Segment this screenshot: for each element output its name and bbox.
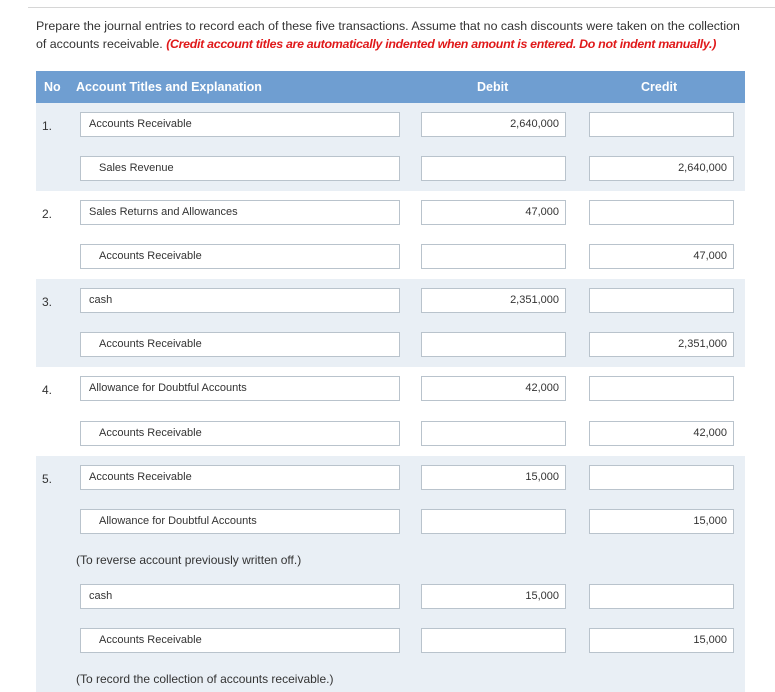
account-title-input[interactable]: Allowance for Doubtful Accounts <box>80 509 400 534</box>
credit-input[interactable] <box>589 584 734 609</box>
credit-input[interactable] <box>589 288 734 313</box>
credit-input[interactable] <box>589 112 734 137</box>
debit-input[interactable]: 42,000 <box>421 376 566 401</box>
debit-input[interactable]: 47,000 <box>421 200 566 225</box>
debit-input[interactable]: 2,640,000 <box>421 112 566 137</box>
instructions <box>36 17 775 53</box>
account-title-input[interactable]: Accounts Receivable <box>80 112 400 137</box>
credit-input[interactable] <box>589 465 734 490</box>
top-divider <box>28 7 775 8</box>
entry-explanation: (To record the collection of accounts receivable.) <box>76 672 334 686</box>
instructions-text-2: of accounts receivable. <box>36 37 167 51</box>
header-no: No <box>44 80 61 94</box>
account-title-input[interactable]: Sales Revenue <box>80 156 400 181</box>
debit-input[interactable] <box>421 628 566 653</box>
instructions-note: (Credit account titles are automatically indented when amount is entered. Do not indent manually.) <box>166 37 717 51</box>
entry-number: 2. <box>42 207 53 221</box>
journal-table <box>36 71 745 692</box>
entry-number: 5. <box>42 472 53 486</box>
entry-number: 1. <box>42 119 53 133</box>
account-title-input[interactable]: cash <box>80 288 400 313</box>
entry-number: 4. <box>42 383 53 397</box>
account-title-input[interactable]: Accounts Receivable <box>80 465 400 490</box>
table-header <box>36 71 745 103</box>
account-title-input[interactable]: Accounts Receivable <box>80 244 400 269</box>
transaction-5-band <box>36 456 745 692</box>
account-title-input[interactable]: Accounts Receivable <box>80 332 400 357</box>
debit-input[interactable]: 15,000 <box>421 584 566 609</box>
credit-input[interactable]: 47,000 <box>589 244 734 269</box>
account-title-input[interactable]: Accounts Receivable <box>80 421 400 446</box>
credit-input[interactable]: 42,000 <box>589 421 734 446</box>
account-title-input[interactable]: Sales Returns and Allowances <box>80 200 400 225</box>
account-title-input[interactable]: Allowance for Doubtful Accounts <box>80 376 400 401</box>
credit-input[interactable]: 2,640,000 <box>589 156 734 181</box>
header-debit: Debit <box>477 80 509 94</box>
debit-input[interactable] <box>421 332 566 357</box>
credit-input[interactable]: 15,000 <box>589 628 734 653</box>
header-account: Account Titles and Explanation <box>76 80 262 94</box>
entry-number: 3. <box>42 295 53 309</box>
credit-input[interactable]: 2,351,000 <box>589 332 734 357</box>
account-title-input[interactable]: cash <box>80 584 400 609</box>
debit-input[interactable] <box>421 509 566 534</box>
debit-input[interactable]: 15,000 <box>421 465 566 490</box>
debit-input[interactable] <box>421 421 566 446</box>
credit-input[interactable]: 15,000 <box>589 509 734 534</box>
account-title-input[interactable]: Accounts Receivable <box>80 628 400 653</box>
instructions-text: Prepare the journal entries to record each of these five transactions. Assume that no cash discounts were taken on the collection <box>36 19 740 33</box>
header-credit: Credit <box>641 80 678 94</box>
credit-input[interactable] <box>589 200 734 225</box>
credit-input[interactable] <box>589 376 734 401</box>
debit-input[interactable]: 2,351,000 <box>421 288 566 313</box>
debit-input[interactable] <box>421 156 566 181</box>
entry-explanation: (To reverse account previously written off.) <box>76 553 302 567</box>
debit-input[interactable] <box>421 244 566 269</box>
